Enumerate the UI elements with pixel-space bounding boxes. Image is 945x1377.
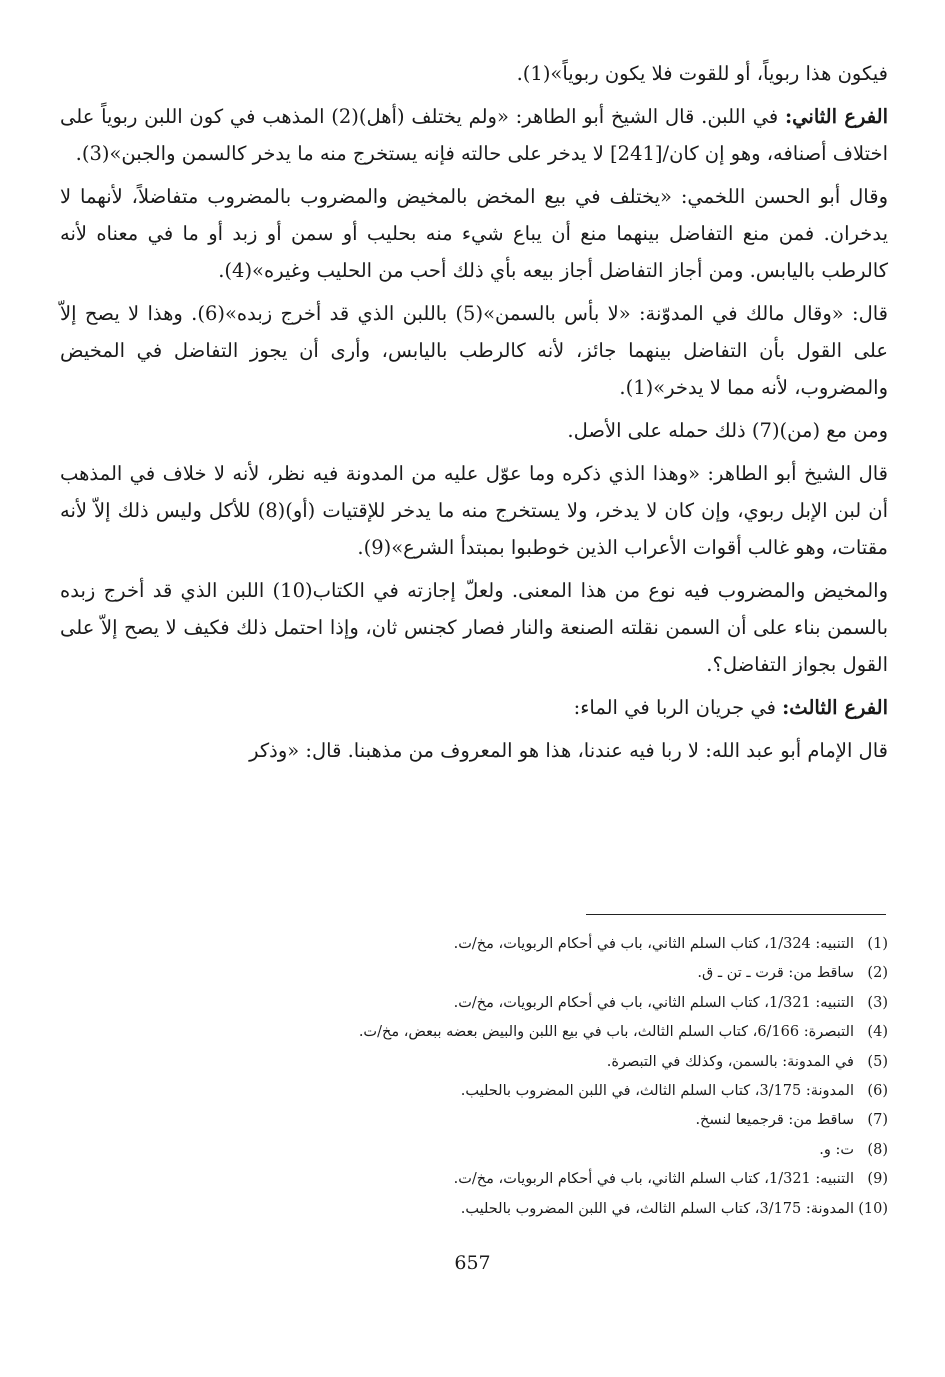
- footnote: [150, 959, 888, 988]
- footnote-number: (5): [867, 1053, 888, 1070]
- footnotes: [150, 930, 888, 1224]
- section-heading: الفرع الثالث:: [782, 696, 888, 719]
- footnote-text: التنبيه: 1/324، كتاب السلم الثاني، باب في أحكام الربويات، مخ/ت.: [453, 936, 854, 952]
- footnote-number: (4): [867, 1024, 888, 1041]
- main-text: [60, 55, 888, 769]
- paragraph-6: [60, 455, 888, 566]
- footnote-number: (1): [867, 936, 888, 952]
- footnote-text: المدونة: 3/175، كتاب السلم الثالث، في اللبن المضروب بالحليب.: [460, 1083, 854, 1100]
- paragraph-text: والمخيض والمضروب فيه نوع من هذا المعنى. ولعلّ إجازته في الكتاب(10) اللبن الذي قد أخرج زبده بالسمن بناء على أن السمن نقلته الصنعة والنار فصار كجنس ثان، وإذا احتمل ذلك فكيف لا يصح إلاّ على القول بجواز التفاضل؟.: [60, 579, 888, 676]
- paragraph-3: [60, 178, 888, 289]
- footnote: [150, 1136, 888, 1165]
- footnote: [150, 1165, 888, 1194]
- footnote-text: التنبيه: 1/321، كتاب السلم الثاني، باب في أحكام الربويات، مخ/ت.: [453, 1171, 854, 1188]
- footnote-number: (7): [867, 1112, 888, 1129]
- footnote-text: ساقط من: قرت ـ تن ـ ق.: [697, 965, 854, 982]
- footnote-text: ت: و.: [819, 1141, 854, 1158]
- footnote-text: في المدونة: بالسمن، وكذلك في التبصرة.: [606, 1053, 854, 1070]
- footnote: [150, 1018, 888, 1047]
- footnote-number: (6): [867, 1083, 888, 1100]
- footnote: [150, 1195, 888, 1224]
- footnote: [150, 930, 888, 959]
- footnote-number: (10): [858, 1200, 888, 1217]
- footnote-number: (8): [867, 1141, 888, 1158]
- footnote-text: التبصرة: 6/166، كتاب السلم الثالث، باب في بيع اللبن والبيض بعضه ببعض، مخ/ت.: [358, 1024, 854, 1041]
- paragraph-text: في جريان الربا في الماء:: [573, 696, 783, 719]
- section-heading: الفرع الثاني:: [784, 105, 888, 128]
- paragraph-1: [60, 55, 888, 92]
- footnote: [150, 1077, 888, 1106]
- paragraph-7: [60, 572, 888, 683]
- paragraph-2: [60, 98, 888, 172]
- paragraph-5: [60, 412, 888, 449]
- paragraph-text: فيكون هذا ربوياً، أو للقوت فلا يكون ربوياً»(1).: [516, 62, 888, 85]
- footnote-separator: [586, 914, 886, 915]
- footnote-text: المدونة: 3/175، كتاب السلم الثالث، في اللبن المضروب بالحليب.: [460, 1200, 854, 1217]
- paragraph-9: [60, 732, 888, 769]
- footnote-text: التنبيه: 1/321، كتاب السلم الثاني، باب في أحكام الربويات، مخ/ت.: [453, 994, 854, 1011]
- page-number: 657: [454, 1252, 491, 1274]
- paragraph-text: ومن مع (من)(7) ذلك حمله على الأصل.: [567, 419, 888, 442]
- paragraph-text: قال الإمام أبو عبد الله: لا ربا فيه عندنا، هذا هو المعروف من مذهبنا. قال: «وذكر: [249, 739, 888, 762]
- paragraph-text: قال: «وقال مالك في المدوّنة: «لا بأس بالسمن»(5) باللبن الذي قد أخرج زبده»(6). وهذا لا يصح إلاّ على القول بأن التفاضل بينهما جائز، لأنه كالرطب باليابس، وأرى أن يجوز التفاضل في المخيض والمضروب، لأنه مما لا يدخر»(1).: [60, 302, 888, 399]
- footnote: [150, 989, 888, 1018]
- footnote: [150, 1048, 888, 1077]
- paragraph-8: [60, 689, 888, 726]
- paragraph-4: [60, 295, 888, 406]
- footnote: [150, 1106, 888, 1135]
- paragraph-text: وقال أبو الحسن اللخمي: «يختلف في بيع المخض بالمخيض والمضروب بالمضروب متفاضلاً، لأنهما لا يدخران. فمن منع التفاضل بينهما منع أن يباع شيء منه بحليب أو سمن أو زبد أو ما في معناه لأنه كالرطب باليابس. ومن أجاز التفاضل أجاز بيعه بأي ذلك أحب من الحليب وغيره»(4).: [60, 185, 888, 282]
- footnote-number: (9): [867, 1171, 888, 1188]
- paragraph-text: قال الشيخ أبو الطاهر: «وهذا الذي ذكره وما عوّل عليه من المدونة فيه نظر، لأنه لا خلاف في المذهب أن لبن الإبل ربوي، وإن كان لا يدخر، ولا يستخرج منه ما يدخر للإقتيات (أو)(8) للأكل وليس ذلك إلاّ لأنه مقتات، وهو غالب أقوات الأعراب الذين خوطبوا بمبتدأ الشرع»(9).: [60, 462, 888, 559]
- footnote-number: (2): [867, 965, 888, 982]
- paragraph-text: في اللبن. قال الشيخ أبو الطاهر: «ولم يختلف (أهل)(2) المذهب في كون اللبن ربوياً على اختلاف أصنافه، وهو إن كان/[241] لا يدخر على حالته فإنه يستخرج منه ما يدخر كالسمن والجبن»(3).: [60, 105, 888, 165]
- footnote-number: (3): [867, 994, 888, 1011]
- footnote-text: ساقط من: قرجميعا لنسخ.: [695, 1112, 854, 1129]
